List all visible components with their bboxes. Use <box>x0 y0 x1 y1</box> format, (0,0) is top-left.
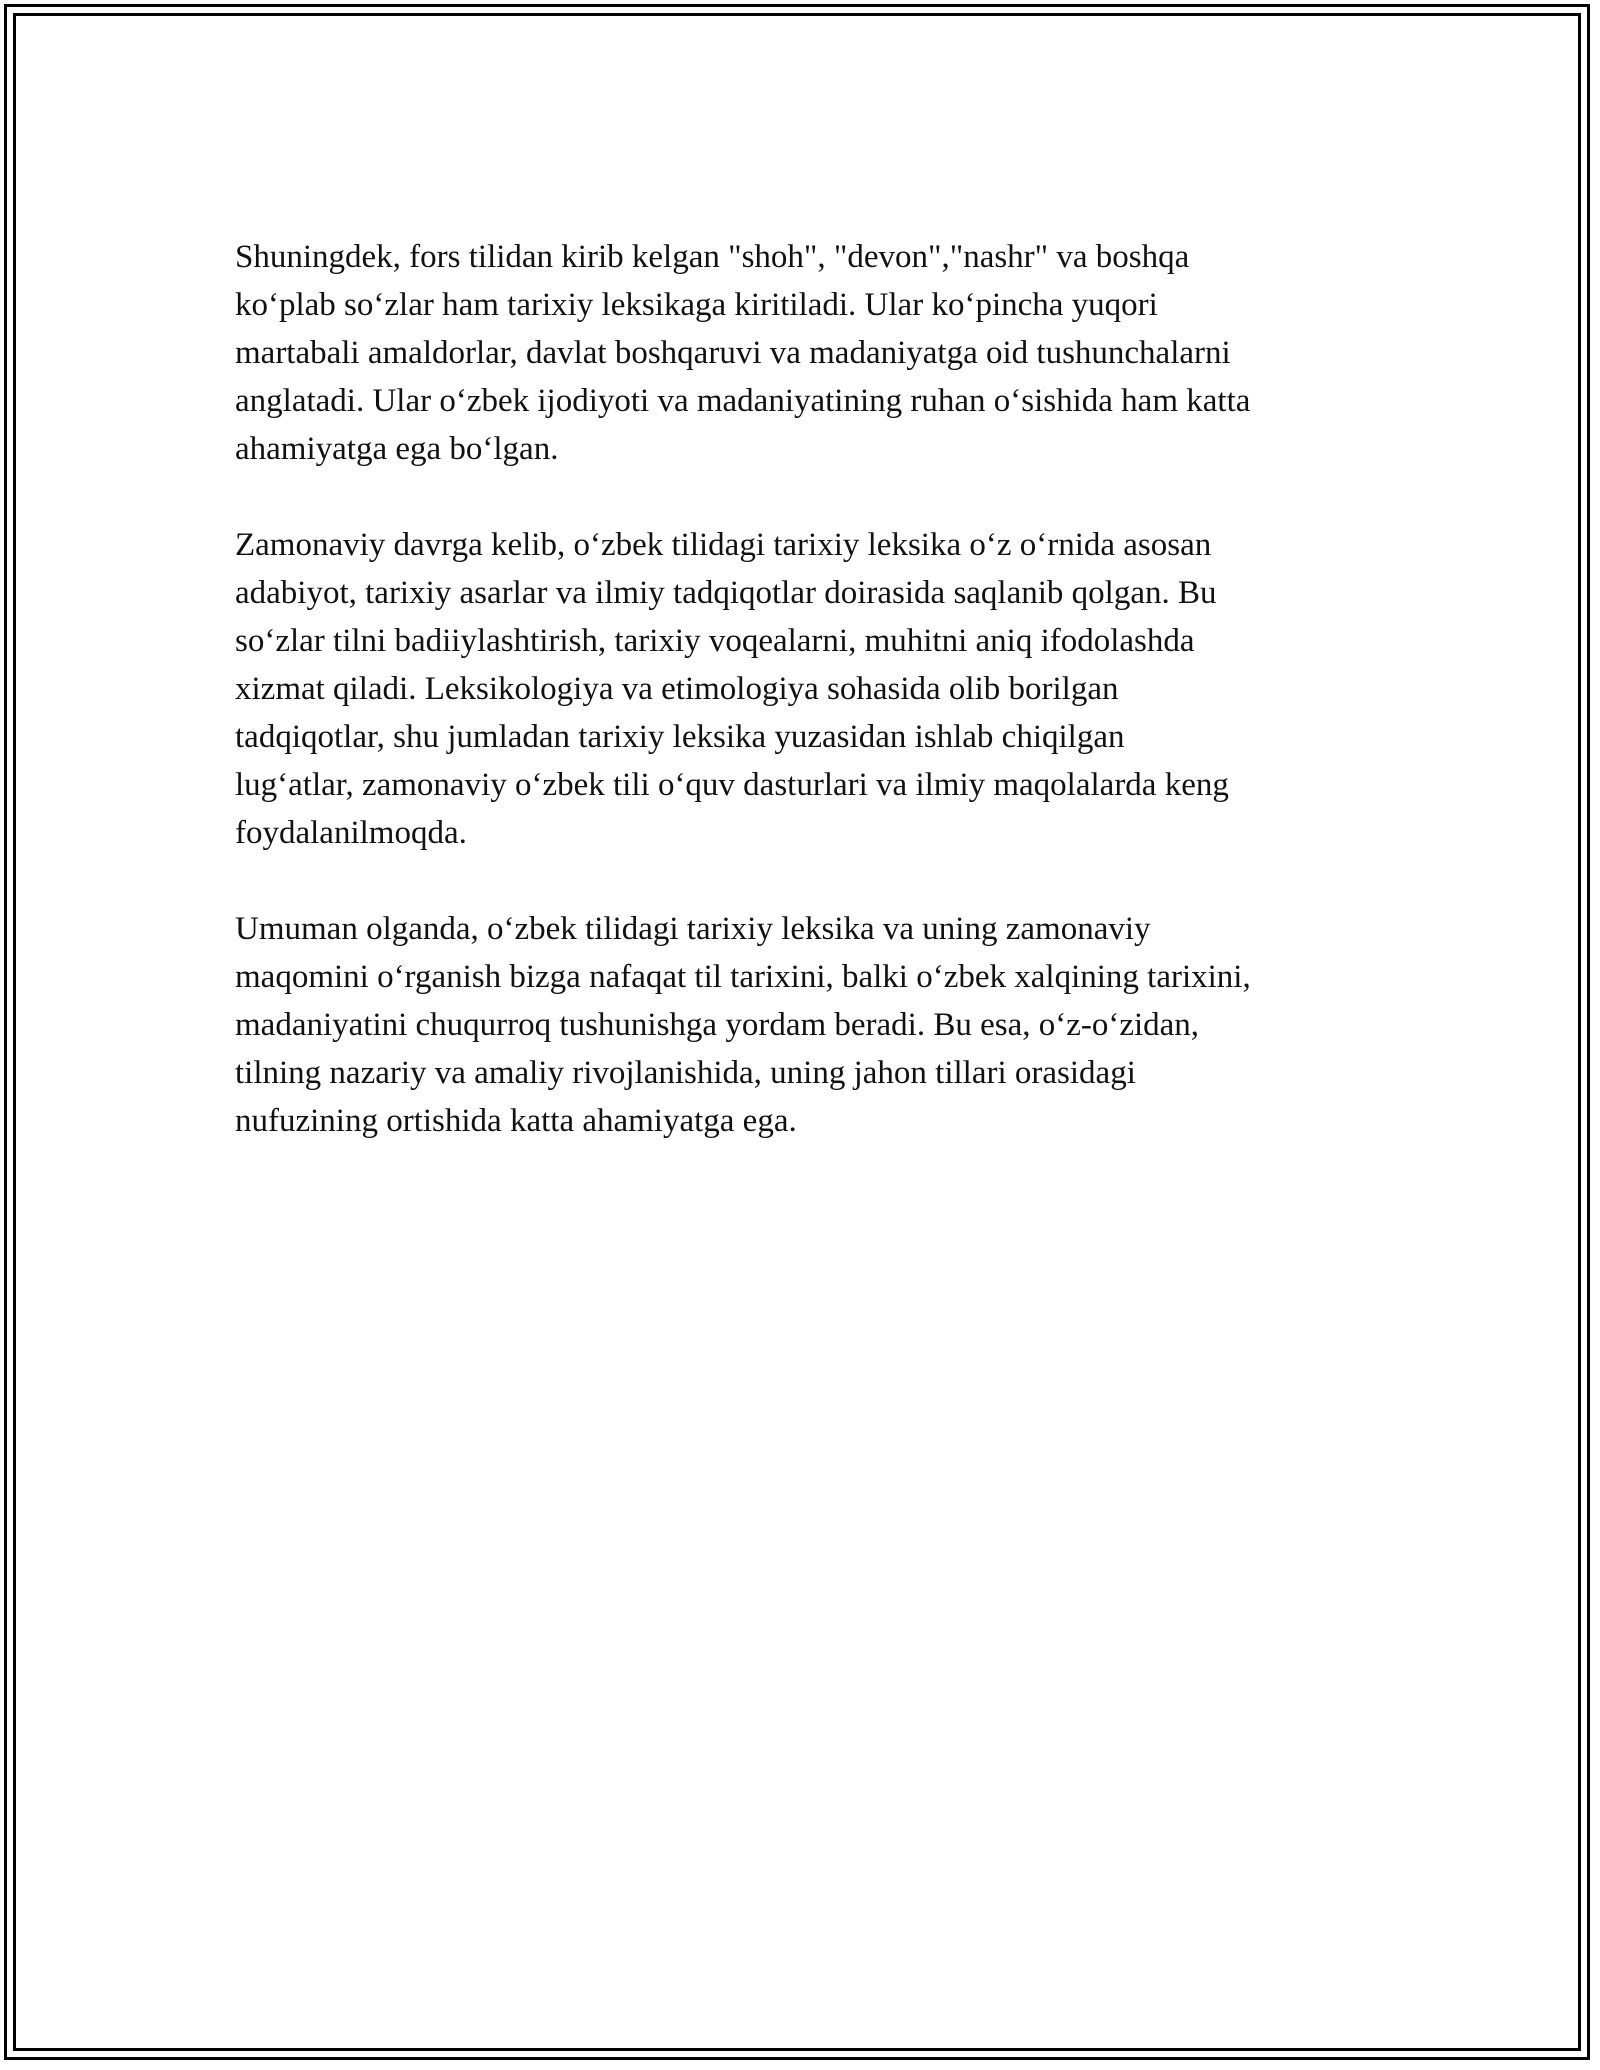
paragraph-3: Umuman olganda, o‘zbek tilidagi tarixiy leksika va uning zamonaviy maqomini o‘rganish bizga nafaqat til tarixini, balki o‘zbek xalqining tarixini, madaniyatini chuqurroq tushunishga yordam beradi. Bu esa, o‘z-o‘zidan, tilning nazariy va amaliy rivojlanishida, uning jahon tillari orasidagi nufuzining ortishida katta ahamiyatga ega. <box>235 911 1251 1139</box>
paragraph-2: Zamonaviy davrga kelib, o‘zbek tilidagi tarixiy leksika o‘z o‘rnida asosan adabiyot, tarixiy asarlar va ilmiy tadqiqotlar doirasida saqlanib qolgan. Bu so‘zlar tilni badiiylashtirish, tarixiy voqealarni, muhitni aniq ifodolashda xizmat qiladi. Leksikologiya va etimologiya sohasida olib borilgan tadqiqotlar, shu jumladan tarixiy leksika yuzasidan ishlab chiqilgan lug‘atlar, zamonaviy o‘zbek tili o‘quv dasturlari va ilmiy maqolalarda keng foydalanilmoqda. <box>235 527 1229 851</box>
document-body <box>235 233 1395 1193</box>
paragraph-1: Shuningdek, fors tilidan kirib kelgan "shoh", "devon","nashr" va boshqa ko‘plab so‘zlar ham tarixiy leksikaga kiritiladi. Ular ko‘pincha yuqori martabali amaldorlar, davlat boshqaruvi va madaniyatga oid tushunchalarni anglatadi. Ular o‘zbek ijodiyoti va madaniyatining ruhan o‘sishida ham katta ahamiyatga ega bo‘lgan. <box>235 239 1251 467</box>
